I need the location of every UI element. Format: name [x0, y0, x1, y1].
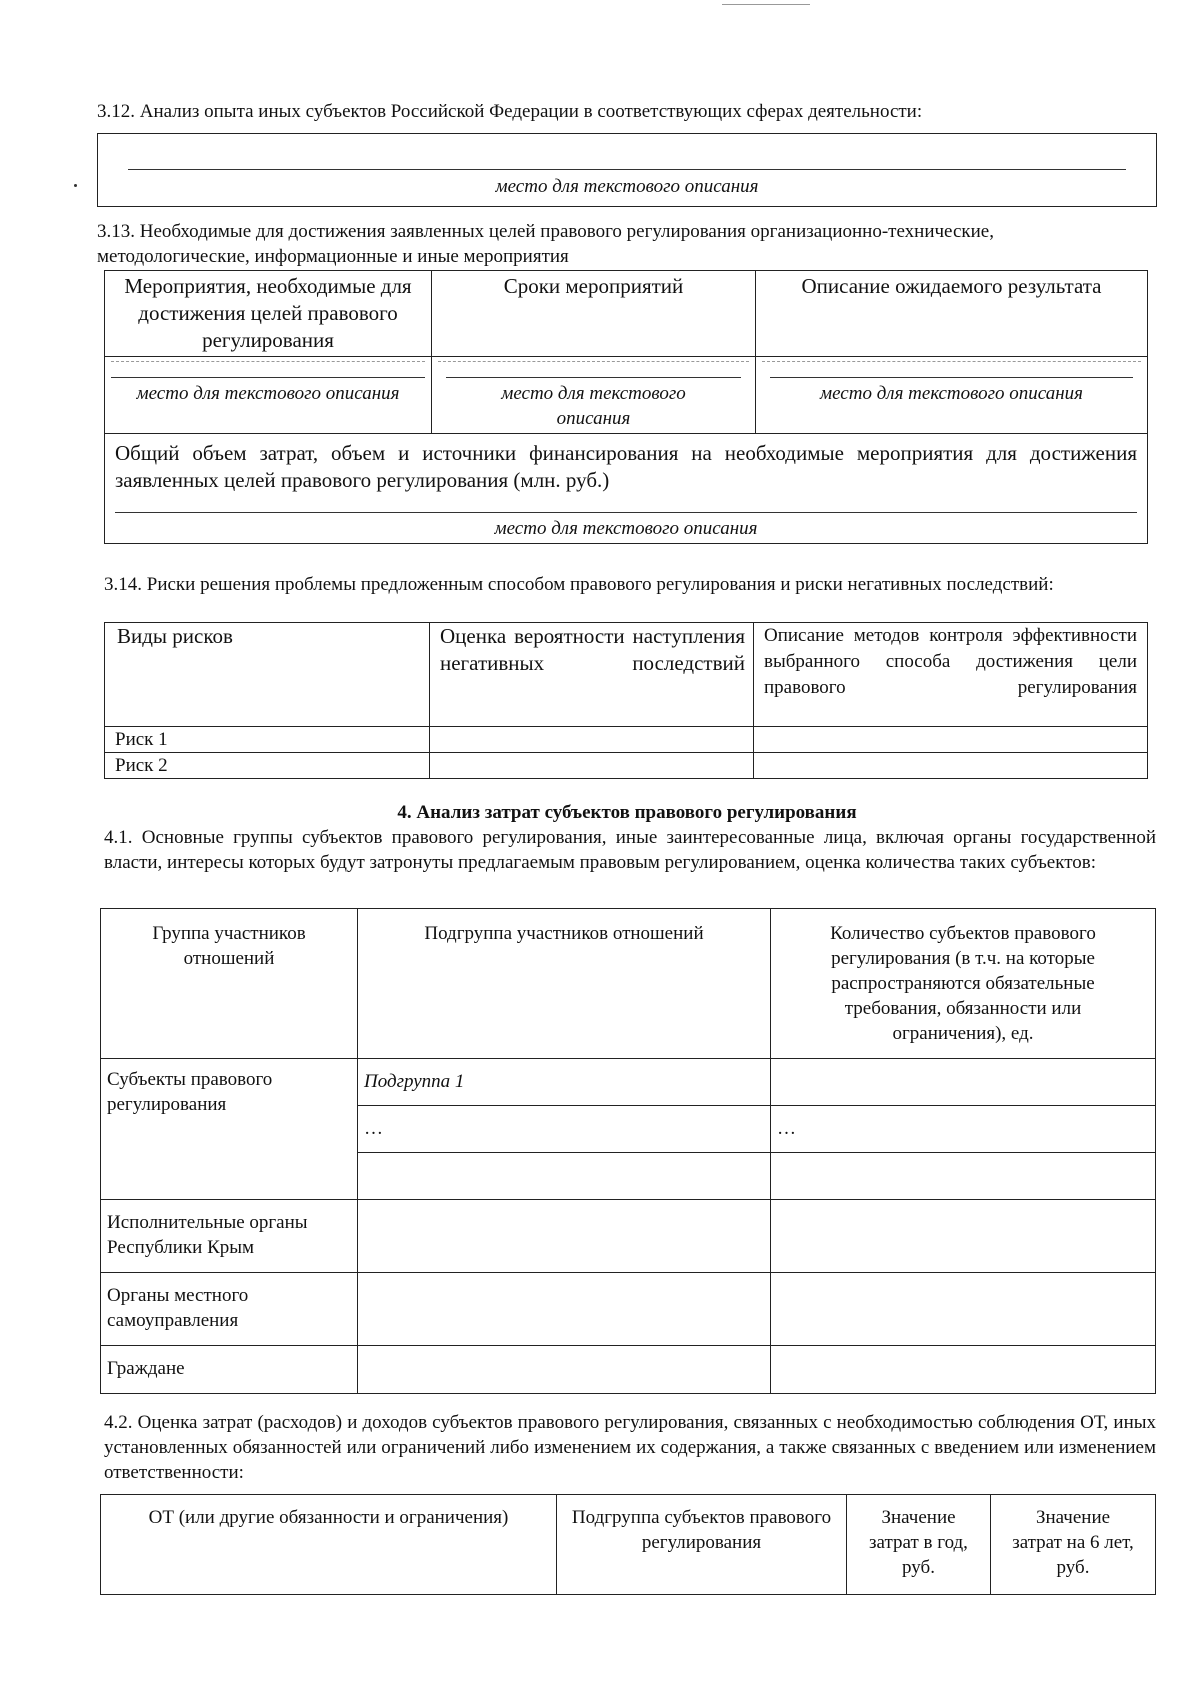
text-placeholder: место для текстового описания	[494, 518, 758, 539]
section-4-2-table	[100, 1494, 1156, 1595]
count-cell	[771, 1059, 1156, 1106]
placeholder-cell	[756, 357, 1148, 434]
header-measures: Мероприятия, необходимые для достижения целей правового регулирования	[105, 271, 432, 357]
header-group: Группа участников отношений	[101, 909, 358, 1059]
text-placeholder: место для текстового описания	[136, 383, 400, 404]
header-deadlines: Сроки мероприятий	[432, 271, 756, 357]
total-costs-cell	[105, 434, 1148, 544]
section-3-12-heading: 3.12. Анализ опыта иных субъектов Российской Федерации в соответствующих сферах деятельности:	[97, 101, 923, 122]
count-ellipsis: …	[771, 1106, 1156, 1153]
placeholder-cell	[105, 357, 432, 434]
header-subgroup: Подгруппа участников отношений	[358, 909, 771, 1059]
section-3-12-box	[97, 133, 1157, 207]
section-4-1-table	[100, 908, 1156, 1394]
section-4-2-text: 4.2. Оценка затрат (расходов) и доходов субъектов правового регулирования, связанных с необходимостью соблюдения ОТ, иных установленных обязанностей или ограничений либо изменением их содержания, а также связанных с введением или изменением ответственности:	[104, 1412, 1156, 1483]
header-control-methods: Описание методов контроля эффективности выбранного способа достижения цели правового регулирования	[754, 623, 1148, 727]
subgroup-1: Подгруппа 1	[358, 1059, 771, 1106]
scan-dot	[74, 184, 77, 187]
count-cell	[771, 1273, 1156, 1346]
count-cell	[771, 1153, 1156, 1200]
placeholder-cell	[432, 357, 756, 434]
header-requirements: ОТ (или другие обязанности и ограничения)	[101, 1495, 557, 1595]
header-expected-result: Описание ожидаемого результата	[756, 271, 1148, 357]
count-cell	[771, 1346, 1156, 1394]
section-4-1-text: 4.1. Основные группы субъектов правового регулирования, иные заинтересованные лица, включая органы государственной власти, интересы которых будут затронуты предлагаемым правовым регулированием, оценка количества таких субъектов:	[104, 827, 1156, 873]
text-line	[128, 169, 1126, 170]
subgroup-cell	[358, 1200, 771, 1273]
header-count: Количество субъектов правового регулирования (в т.ч. на которые распространяются обязательные требования, обязанности или ограничения), ед.	[771, 909, 1156, 1059]
section-3-14-risk-table	[104, 622, 1148, 779]
risk-row-cell	[754, 753, 1148, 779]
count-cell	[771, 1200, 1156, 1273]
subgroup-cell	[358, 1153, 771, 1200]
subgroup-cell	[358, 1273, 771, 1346]
risk-row-cell	[754, 727, 1148, 753]
header-subgroup-subjects: Подгруппа субъектов правового регулирования	[557, 1495, 847, 1595]
group-citizens: Граждане	[101, 1346, 358, 1394]
risk-row-label: Риск 2	[105, 753, 430, 779]
text-placeholder: место для текстового описания	[495, 176, 759, 197]
section-4-title: 4. Анализ затрат субъектов правового регулирования	[397, 802, 857, 823]
group-local-government: Органы местного самоуправления	[101, 1273, 358, 1346]
group-regulated-subjects: Субъекты правового регулирования	[101, 1059, 358, 1200]
header-probability: Оценка вероятности наступления негативных последствий	[430, 623, 754, 727]
risk-row-label: Риск 1	[105, 727, 430, 753]
risk-row-cell	[430, 753, 754, 779]
subgroup-ellipsis: …	[358, 1106, 771, 1153]
text-placeholder: место для текстового описания	[819, 383, 1084, 404]
section-3-13-heading-line1: 3.13. Необходимые для достижения заявленных целей правового регулирования организационно-технические,	[97, 221, 994, 242]
section-3-13-heading-line2: методологические, информационные и иные мероприятия	[97, 246, 569, 267]
header-six-year-costs: Значение затрат на 6 лет, руб.	[991, 1495, 1156, 1595]
header-annual-costs: Значение затрат в год, руб.	[847, 1495, 991, 1595]
header-risk-types: Виды рисков	[105, 623, 430, 727]
section-3-14-heading: 3.14. Риски решения проблемы предложенным способом правового регулирования и риски негативных последствий:	[104, 574, 1054, 595]
total-costs-text: Общий объем затрат, объем и источники финансирования на необходимые мероприятия для достижения заявленных целей правового регулирования (млн. руб.)	[115, 441, 1137, 492]
top-edge-mark	[722, 4, 810, 5]
subgroup-cell	[358, 1346, 771, 1394]
text-placeholder: место для текстового описания	[501, 383, 686, 429]
risk-row-cell	[430, 727, 754, 753]
section-3-13-table	[104, 270, 1148, 544]
group-executive-bodies: Исполнительные органы Республики Крым	[101, 1200, 358, 1273]
